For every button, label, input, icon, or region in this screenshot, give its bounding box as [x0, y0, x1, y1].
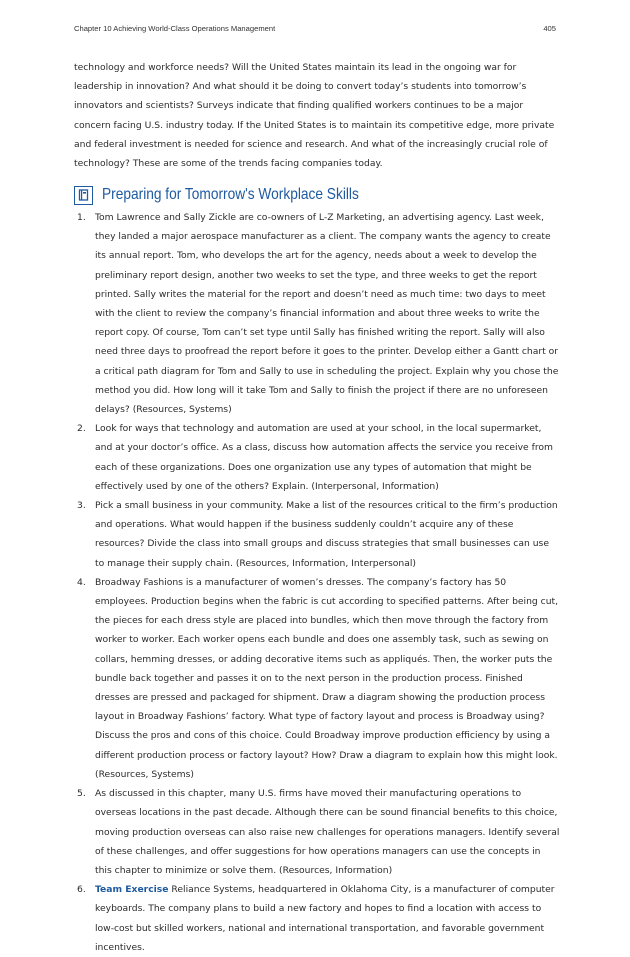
item-text: Reliance Systems, headquartered in Oklahoma City, is a manufacturer of computer keyboards. The company plans to build a new factory and hopes to find a location with access to low-cost but skilled workers, national and international transportation, and favorable government incentives.	[95, 884, 555, 953]
item-text: Broadway Fashions is a manufacturer of women’s dresses. The company’s factory has 50 employees. Production begins when the fabric is cut according to specified patterns. After being cut, the pieces for each dress style are placed into bundles, which then move through the factory from worker to worker. Each worker opens each bundle and does one assembly task, such as sewing on collars, hemming dresses, or adding decorative items such as appliqués. Then, the worker puts the bundle back together and passes it on to the next person in the production process. Finished dresses are pressed and packaged for shipment. Draw a diagram showing the production process layout in Broadway Fashions’ factory. What type of factory layout and process is Broadway using? Discuss the pros and cons of this choice. Could Broadway improve production efficiency by using a different production process or factory layout? How? Draw a diagram to explain how this might look. (Resources, Systems)	[95, 576, 559, 780]
list-item	[74, 208, 560, 419]
intro-paragraph: technology and workforce needs? Will the United States maintain its lead in the ongoing war for leadership in innovation? And what should it be doing to convert today’s students into tomorrow’s innovators and scientists? Surveys indicate that finding qualified workers continues to be a major concern facing U.S. industry today. If the United States is to maintain its competitive edge, more private and federal investment is needed for science and research. And what of the increasingly crucial role of technology? These are some of the trends facing companies today.	[74, 62, 555, 170]
list-item	[74, 419, 560, 496]
chapter-title: Chapter 10 Achieving World-Class Operations Management	[74, 24, 276, 33]
item-text: Pick a small business in your community. Make a list of the resources critical to the firm’s production and operations. What would happen if the business suddenly couldn’t acquire any of these resources? Divide the class into small groups and discuss strategies that small businesses can use to manage their supply chain. (Resources, Information, Interpersonal)	[95, 500, 558, 569]
question-list	[74, 208, 560, 957]
intro-section	[74, 58, 560, 173]
item-text: As discussed in this chapter, many U.S. firms have moved their manufacturing operations to overseas locations in the past decade. Although there can be sound financial benefits to this choice, moving production overseas can also raise new challenges for operations managers. Identify several of these challenges, and offer suggestions for how operations managers can use the concepts in this chapter to minimize or solve them. (Resources, Information)	[95, 788, 560, 876]
item-number: 6.	[77, 884, 86, 896]
list-item	[74, 784, 560, 880]
list-item	[74, 880, 560, 957]
item-number: 1.	[77, 212, 86, 223]
section-title: Preparing for Tomorrow's Workplace Skills	[102, 186, 359, 203]
section-heading	[74, 184, 560, 206]
page-number: 405	[543, 24, 556, 33]
item-number: 5.	[77, 788, 86, 800]
running-header	[74, 24, 556, 33]
list-item	[74, 573, 560, 784]
item-number: 3.	[77, 500, 86, 512]
item-text: Look for ways that technology and automation are used at your school, in the local supermarket, and at your doctor’s office. As a class, discuss how automation affects the service you receive from each of these organizations. Does one organization use any types of automation that might be effectively used by one of the others? Explain. (Interpersonal, Information)	[95, 423, 553, 492]
item-number: 4.	[77, 576, 86, 588]
book-icon	[74, 186, 93, 205]
team-exercise-label: Team Exercise	[95, 884, 169, 896]
item-text: Tom Lawrence and Sally Zickle are co-owners of L-Z Marketing, an advertising agency. Last week, they landed a major aerospace manufacturer as a client. The company wants the agency to create its annual report. Tom, who develops the art for the agency, needs about a week to develop the preliminary report design, another two weeks to set the type, and three weeks to get the report printed. Sally writes the material for the report and doesn’t need as much time: two days to meet with the client to review the company’s financial information and about three weeks to write the report copy. Of course, Tom can’t set type until Sally has finished writing the report. Sally will also need three days to proofread the report before it goes to the printer. Develop either a Gantt chart or a critical path diagram for Tom and Sally to use in scheduling the project. Explain why you chose the method you did. How long will it take Tom and Sally to finish the project if there are no unforeseen delays? (Resources, Systems)	[95, 212, 559, 416]
item-number: 2.	[77, 423, 86, 435]
list-item	[74, 496, 560, 573]
